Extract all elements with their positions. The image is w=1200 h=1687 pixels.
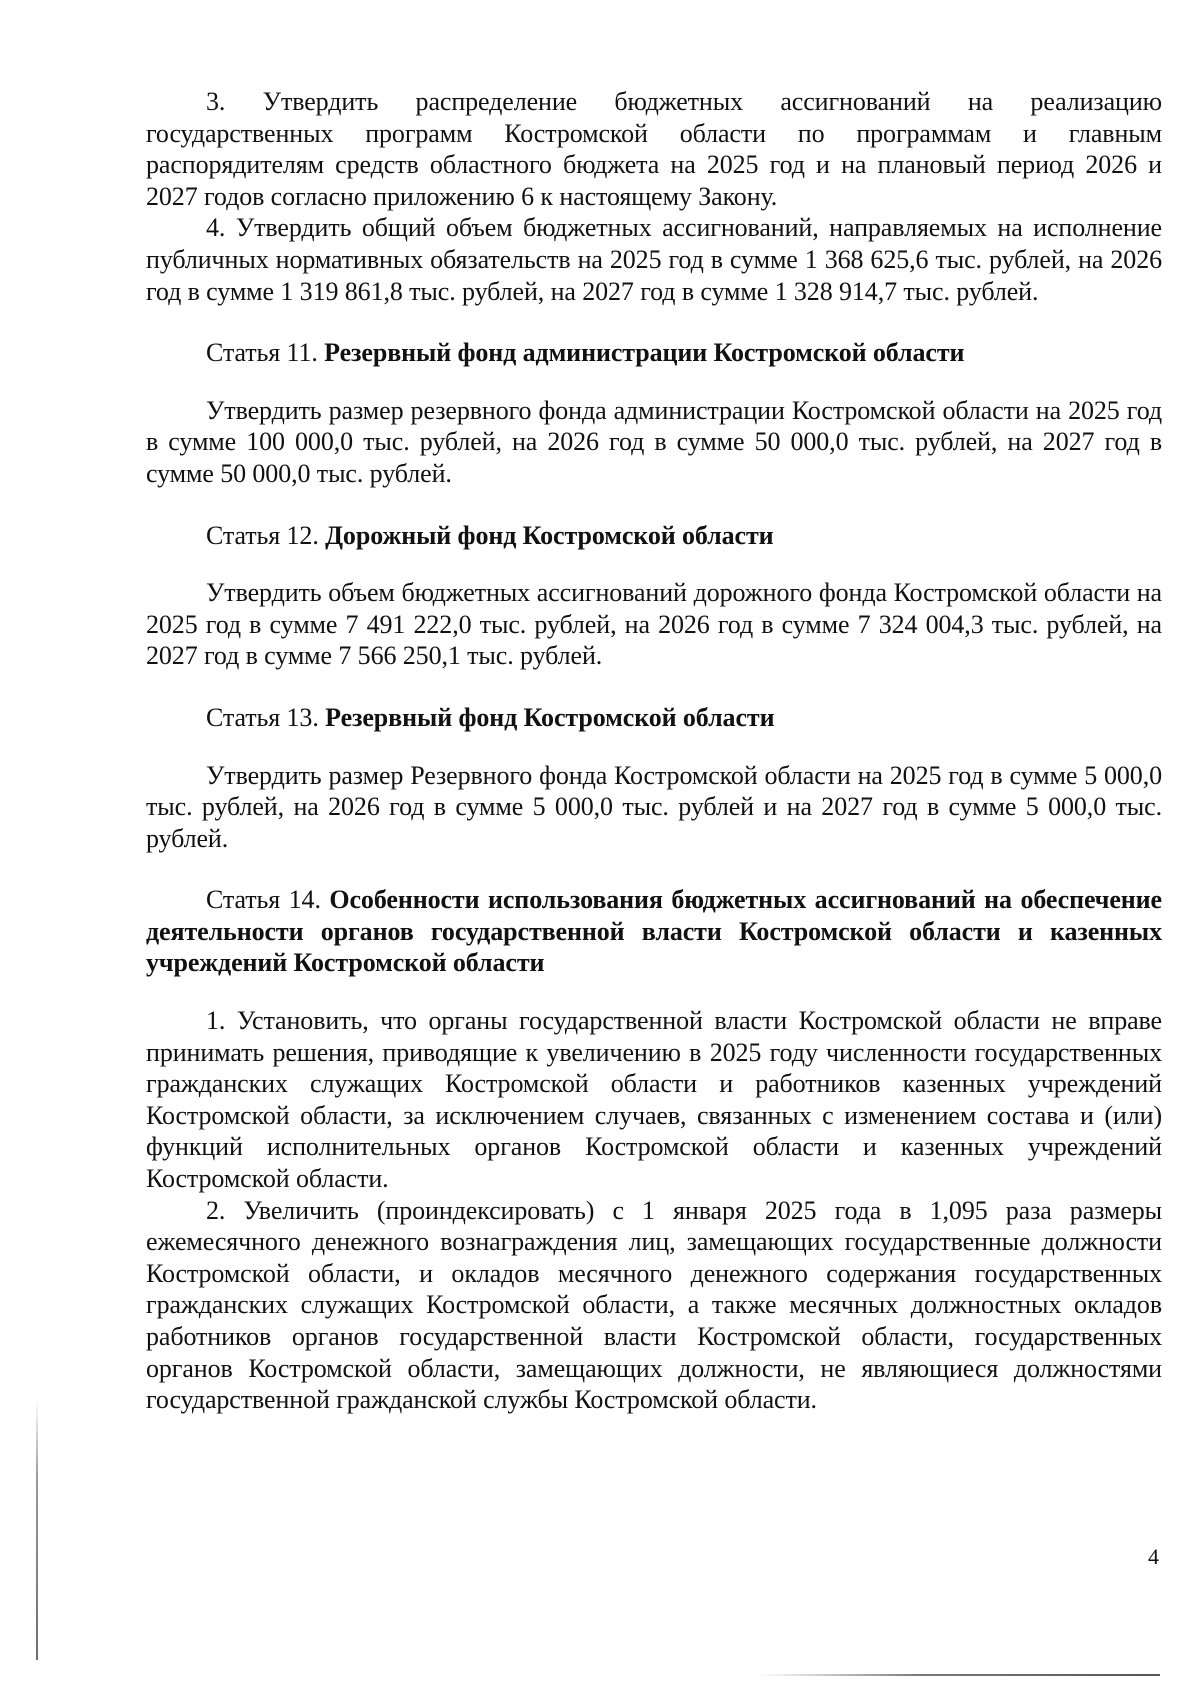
article-14-item-1: 1. Установить, что органы государственной власти Костромской области не вправе принимать решения, приводящие к увеличению в 2025 году численности государственных гражданских служащих Костромской области и работников казенных учреждений Костромской области, за исключением случаев, связанных с изменением состава и (или) функций исполнительных органов Костромской области и казенных учреждений Костромской области. (146, 1006, 1162, 1194)
scan-bottom-line (760, 1674, 1160, 1676)
article-13-title: Резервный фонд Костромской области (325, 702, 775, 732)
scan-edge-line (36, 1400, 38, 1660)
article-13-heading (146, 702, 1162, 734)
article-13-text: Утвердить размер Резервного фонда Костромской области на 2025 год в сумме 5 000,0 тыс. рублей, на 2026 год в сумме 5 000,0 тыс. рублей и на 2027 год в сумме 5 000,0 тыс. рублей. (146, 760, 1162, 853)
article-12-title: Дорожный фонд Костромской области (325, 520, 774, 550)
article-11-heading (146, 337, 1162, 369)
article-12-text: Утвердить объем бюджетных ассигнований дорожного фонда Костромской области на 2025 год в сумме 7 491 222,0 тыс. рублей, на 2026 год в сумме 7 324 004,3 тыс. рублей, на 2027 год в сумме 7 566 250,1 тыс. рублей. (146, 578, 1162, 671)
article-14-item-2: 2. Увеличить (проиндексировать) с 1 января 2025 года в 1,095 раза размеры ежемесячного денежного вознаграждения лиц, замещающих государственные должности Костромской области, и окладов месячного денежного содержания государственных гражданских служащих Костромской области, а также месячных должностных окладов работников органов государственной власти Костромской области, государственных органов Костромской области, замещающих должности, не являющиеся должностями государственной гражданской службы Костромской области. (146, 1195, 1162, 1415)
article-14-prefix: Статья 14. (206, 885, 321, 915)
article-12-heading (146, 520, 1162, 552)
article-11-prefix: Статья 11. (206, 338, 318, 368)
article-12-prefix: Статья 12. (206, 520, 319, 550)
page-number: 4 (1148, 1544, 1159, 1569)
article-14-title: Особенности использования бюджетных ассигнований на обеспечение деятельности органов государственной власти Костромской области и казенных учреждений Костромской области (146, 885, 1162, 978)
article-13-prefix: Статья 13. (206, 702, 319, 732)
article-11-title: Резервный фонд администрации Костромской области (324, 338, 965, 368)
paragraph-item-3: 3. Утвердить распределение бюджетных ассигнований на реализацию государственных программ Костромской области по программам и главным распорядителям средств областного бюджета на 2025 год и на плановый период 2026 и 2027 годов согласно приложению 6 к настоящему Закону. (146, 87, 1162, 211)
paragraph-item-4: 4. Утвердить общий объем бюджетных ассигнований, направляемых на исполнение публичных нормативных обязательств на 2025 год в сумме 1 368 625,6 тыс. рублей, на 2026 год в сумме 1 319 861,8 тыс. рублей, на 2027 год в сумме 1 328 914,7 тыс. рублей. (146, 213, 1162, 306)
article-14-heading (146, 884, 1162, 979)
article-11-text: Утвердить размер резервного фонда администрации Костромской области на 2025 год в сумме 100 000,0 тыс. рублей, на 2026 год в сумме 50 000,0 тыс. рублей, на 2027 год в сумме 50 000,0 тыс. рублей. (146, 395, 1162, 488)
document-body (146, 86, 1162, 1416)
